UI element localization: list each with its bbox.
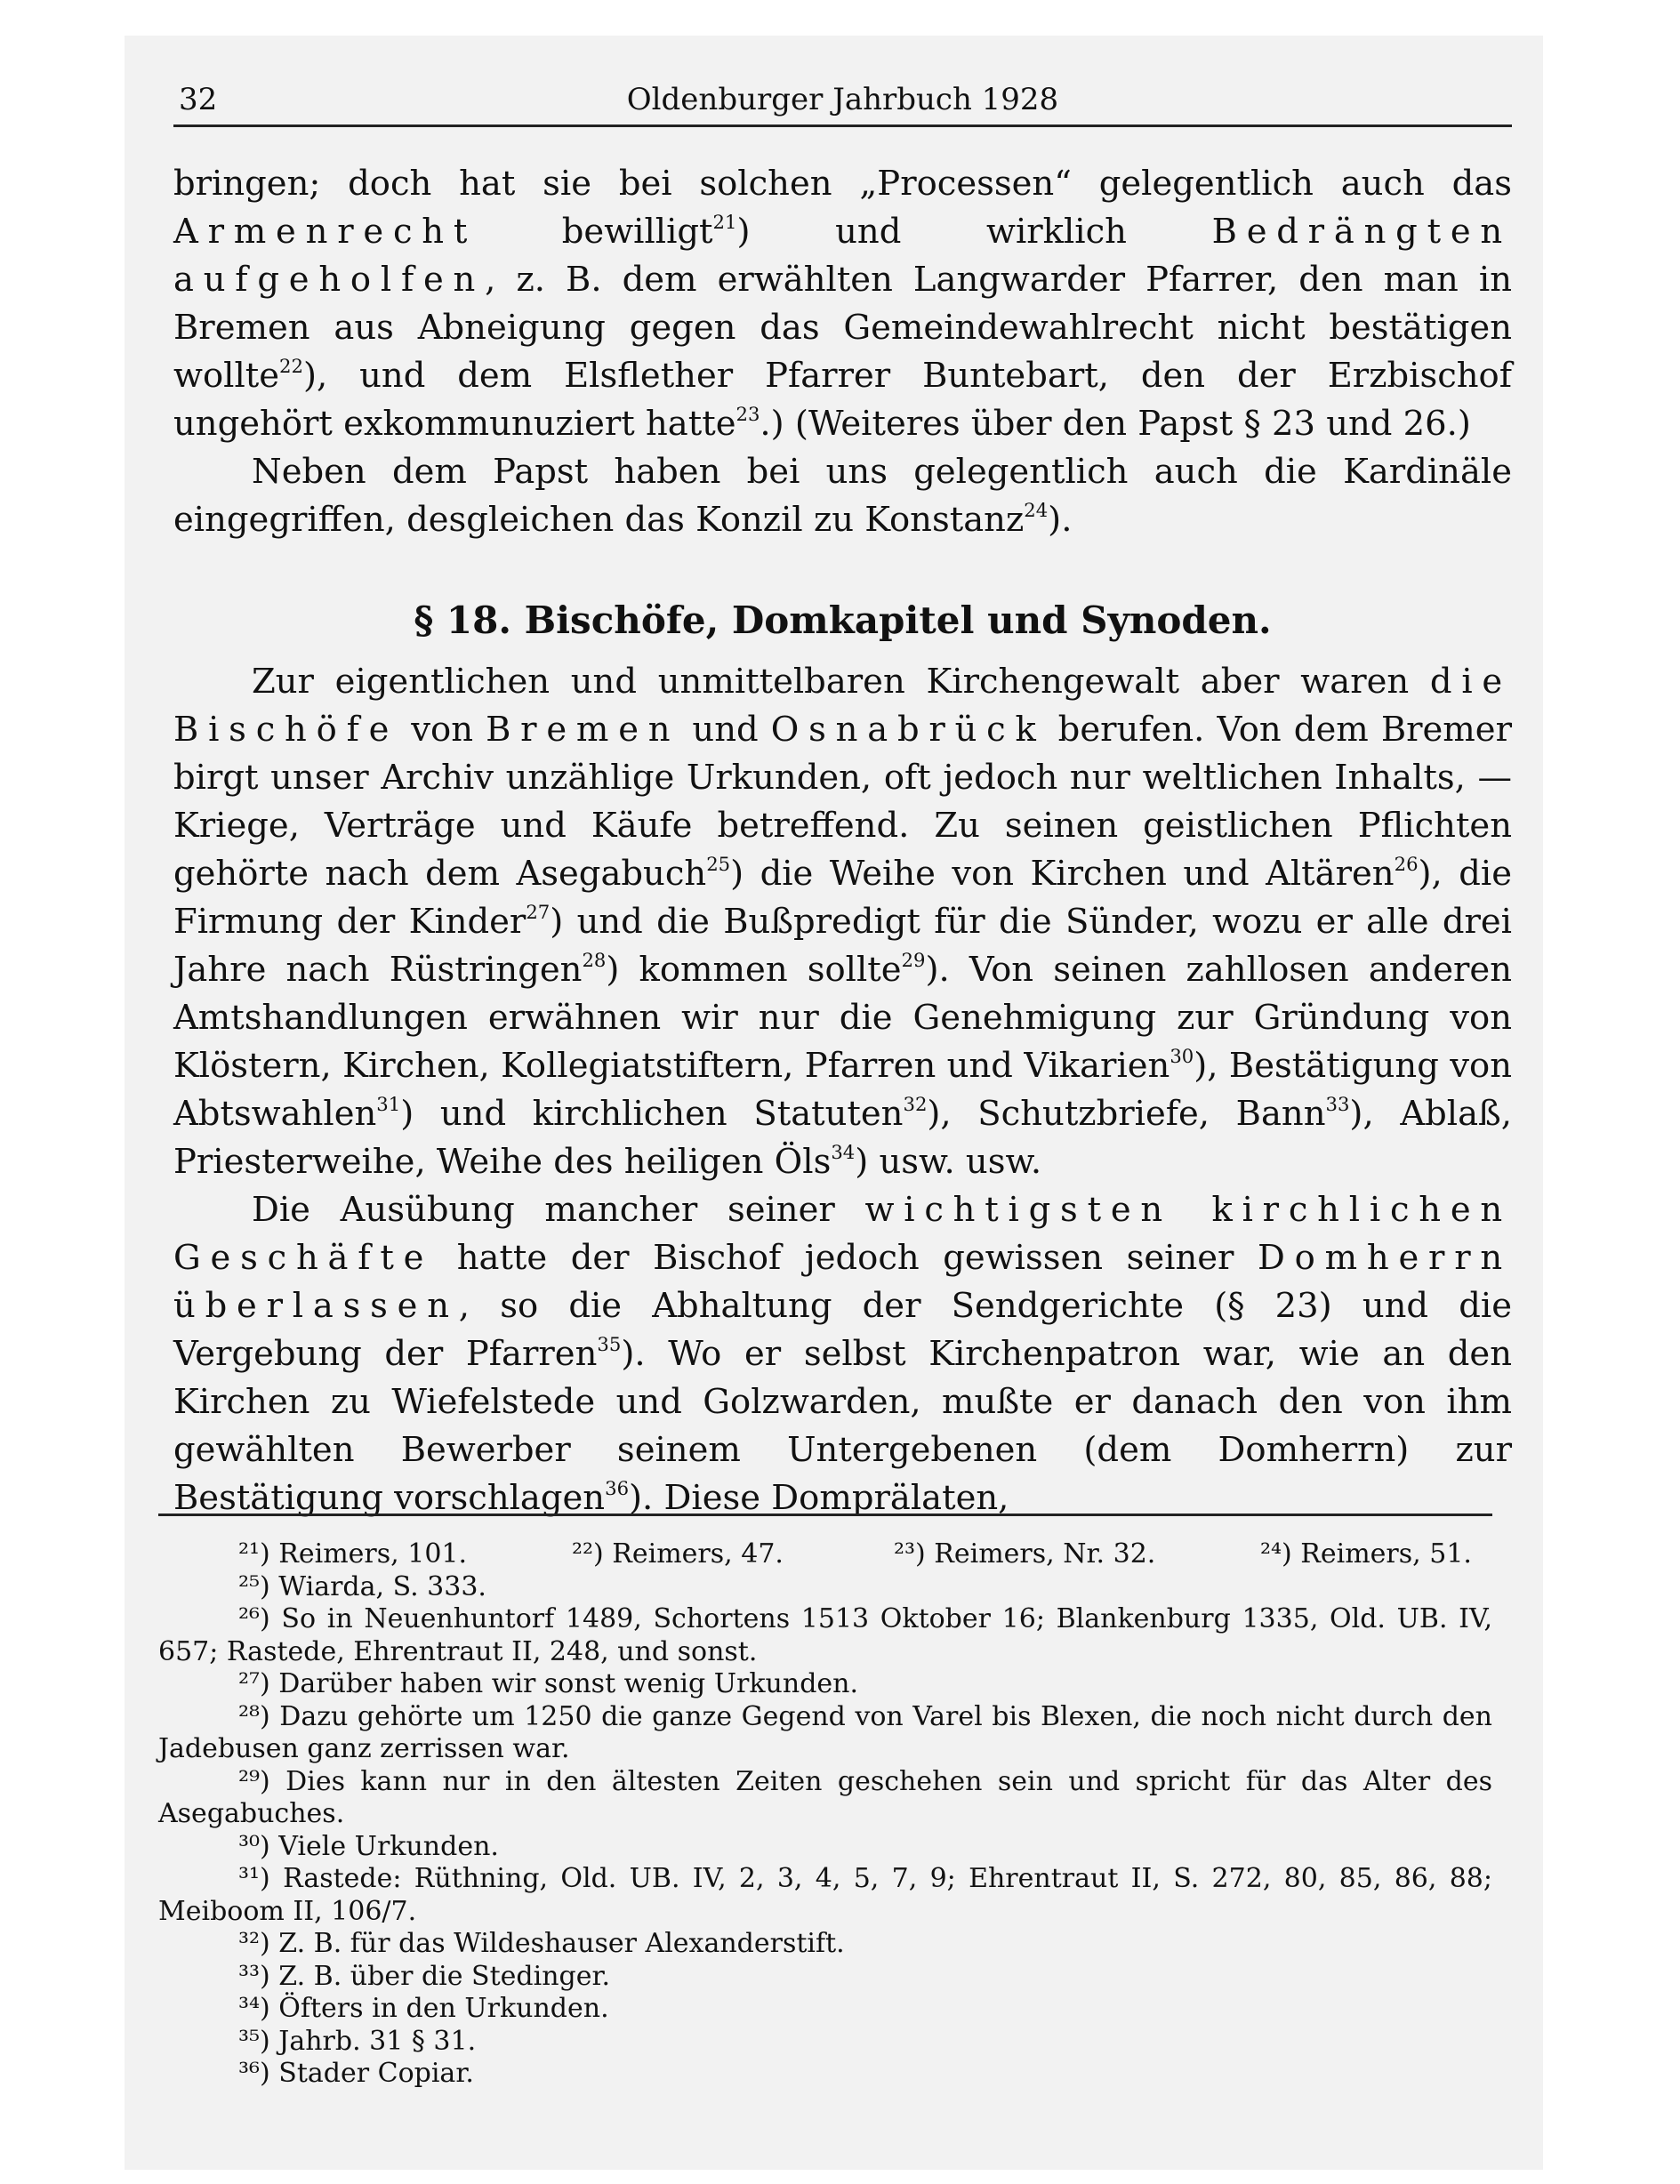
- footnote-ref: 27: [526, 901, 551, 924]
- text-run: ). Wo er selbst Kirchenpatron war, wie an den Kirchen zu Wiefelstede und Golzwarden, mußte er danach den von ihm gewählten Bewerber seinem Untergebenen (dem Domherrn) zur Bestätigung vorschlagen: [173, 1334, 1512, 1518]
- text-run: ).: [1048, 500, 1073, 540]
- footnote-ref: 34: [831, 1141, 856, 1164]
- section-heading: § 18. Bischöfe, Domkapitel und Synoden.: [414, 598, 1272, 642]
- text-run: ), Bestätigung von Abtswahlen: [173, 1046, 1512, 1134]
- text-run: , so die Abhaltung der Sendgerichte (§ 23) und die Vergebung der Pfarren: [173, 1286, 1512, 1374]
- text-run: .) (Weiteres über den Papst § 23 und 26.): [760, 404, 1471, 444]
- footnote-ref: 35: [597, 1333, 622, 1356]
- footnote-31: ³¹) Rastede: Rüthning, Old. UB. IV, 2, 3, 4, 5, 7, 9; Ehrentraut II, S. 272, 80, 85, 86, 88; Meiboom II, 106/7.: [158, 1863, 1492, 1927]
- text-run: Die Ausübung mancher seiner: [252, 1190, 865, 1230]
- journal-title: Oldenburger Jahrbuch 1928: [626, 82, 1059, 117]
- footnote-26: ²⁶) So in Neuenhuntorf 1489, Schortens 1513 Oktober 16; Blankenburg 1335, Old. UB. IV, 657; Rastede, Ehrentraut II, 248, und sonst.: [158, 1603, 1492, 1667]
- footnote-ref: 33: [1325, 1093, 1350, 1116]
- footnote-28: ²⁸) Dazu gehörte um 1250 die ganze Gegend von Varel bis Blexen, die noch nicht durch den Jadebusen ganz zerrissen war.: [158, 1700, 1492, 1764]
- text-run: ) kommen sollte: [606, 950, 902, 990]
- footnote-ref: 28: [582, 949, 607, 972]
- footnote-ref: 22: [279, 355, 303, 378]
- spaced-text: Bremen: [486, 710, 680, 750]
- footnote-32: ³²) Z. B. für das Wildeshauser Alexanderstift.: [238, 1928, 845, 1959]
- footnote-row: [158, 1538, 1492, 1571]
- text-run: und: [679, 710, 771, 750]
- footnote-ref: 31: [376, 1093, 401, 1116]
- footnote-ref: 30: [1170, 1045, 1194, 1068]
- footnote-ref: 26: [1394, 853, 1419, 876]
- footnote-34: ³⁴) Öfters in den Urkunden.: [238, 1993, 609, 2024]
- footnote-ref: 23: [736, 403, 760, 426]
- footnote-divider: [158, 1514, 1492, 1516]
- footnote-27: ²⁷) Darüber haben wir sonst wenig Urkunden.: [238, 1668, 859, 1699]
- text-run: , z. B. dem erwählten Langwarder Pfarrer, den man in Bremen aus Abneigung gegen das Gemeindewahlrecht nicht bestätigen wollte: [173, 260, 1512, 396]
- text-run: ) die Weihe von Kirchen und Altären: [730, 854, 1395, 894]
- main-text: [173, 160, 1512, 1522]
- spaced-text: Osnabrück: [770, 710, 1046, 750]
- footnote-23: ²³) Reimers, Nr. 32.: [894, 1538, 1156, 1570]
- footnote-30: ³⁰) Viele Urkunden.: [238, 1830, 499, 1862]
- text-run: ), Ablaß, Priesterweihe, Weihe des heiligen Öls: [173, 1094, 1512, 1182]
- paragraph-4: [173, 1186, 1512, 1522]
- footnote-29: ²⁹) Dies kann nur in den ältesten Zeiten geschehen sein und spricht für das Alter des Asegabuches.: [158, 1765, 1492, 1829]
- spaced-text: wichtigsten kirchlichen Geschäfte: [173, 1190, 1513, 1278]
- text-run: ), die Firmung der Kinder: [173, 854, 1512, 942]
- text-run: ) usw. usw.: [855, 1142, 1042, 1182]
- text-run: ). Von seinen zahllosen anderen Amtshandlungen erwähnen wir nur die Genehmigung zur Gründung von Klöstern, Kirchen, Kollegiatstiftern, Pfarren und Vikarien: [173, 950, 1512, 1086]
- text-run: ), Schutzbriefe, Bann: [927, 1094, 1326, 1134]
- text-run: ) und kirchlichen Statuten: [400, 1094, 904, 1134]
- text-run: ) und die Bußpredigt für die Sünder, wozu er alle drei Jahre nach Rüstringen: [173, 902, 1512, 990]
- paragraph-1: [173, 160, 1512, 448]
- footnote-21: ²¹) Reimers, 101.: [238, 1538, 468, 1570]
- footnote-ref: 36: [605, 1477, 630, 1500]
- spaced-text: die Bischöfe: [173, 662, 1512, 750]
- footnote-ref: 32: [903, 1093, 928, 1116]
- footnote-36: ³⁶) Stader Copiar.: [238, 2058, 474, 2089]
- footnote-ref: 25: [706, 853, 731, 876]
- footnote-33: ³³) Z. B. über die Stedinger.: [238, 1960, 611, 1992]
- footnote-22: ²²) Reimers, 47.: [572, 1538, 784, 1570]
- footnote-ref: 29: [901, 949, 926, 972]
- text-run: bringen; doch hat sie bei solchen „Processen“ gelegentlich auch das: [173, 164, 1512, 204]
- text-run: ) und wirklich: [736, 212, 1212, 252]
- text-run: bewilligt: [477, 212, 713, 252]
- text-run: Zur eigentlichen und unmittelbaren Kirchengewalt aber waren: [252, 662, 1430, 702]
- spaced-text: Domherrn überlassen: [173, 1238, 1512, 1326]
- footnote-ref: 24: [1024, 499, 1049, 522]
- footnote-25: ²⁵) Wiarda, S. 333.: [238, 1570, 486, 1602]
- running-header: [173, 82, 1512, 127]
- footnotes: [158, 1538, 1492, 2091]
- footnote-35: ³⁵) Jahrb. 31 § 31.: [238, 2025, 477, 2057]
- footnote-ref: 21: [712, 211, 737, 234]
- footnote-24: ²⁴) Reimers, 51.: [1260, 1538, 1472, 1570]
- text-run: von: [398, 710, 486, 750]
- text-run: hatte der Bischof jedoch gewissen seiner: [433, 1238, 1258, 1278]
- text-run: berufen. Von dem Bremer birgt unser Archiv unzählige Urkunden, oft jedoch nur weltlichen Inhalts, — Kriege, Verträge und Käufe betreffend. Zu seinen geistlichen Pflichten gehörte nach dem Asegabuch: [173, 710, 1512, 894]
- text-run: Neben dem Papst haben bei uns gelegentlich auch die Kardinäle eingegriffen, desgleichen das Konzil zu Konstanz: [173, 452, 1512, 540]
- paragraph-2: [173, 448, 1512, 544]
- text-run: ). Diese Domprälaten,: [629, 1478, 1009, 1518]
- text-run: ), und dem Elsflether Pfarrer Buntebart, den der Erzbischof ungehört exkommunuziert hatte: [173, 356, 1512, 444]
- paragraph-3: [173, 658, 1512, 1186]
- spaced-text: Bedrängten aufgeholfen: [173, 212, 1512, 300]
- spaced-text: Armenrecht: [173, 212, 478, 252]
- page-number: 32: [179, 82, 218, 117]
